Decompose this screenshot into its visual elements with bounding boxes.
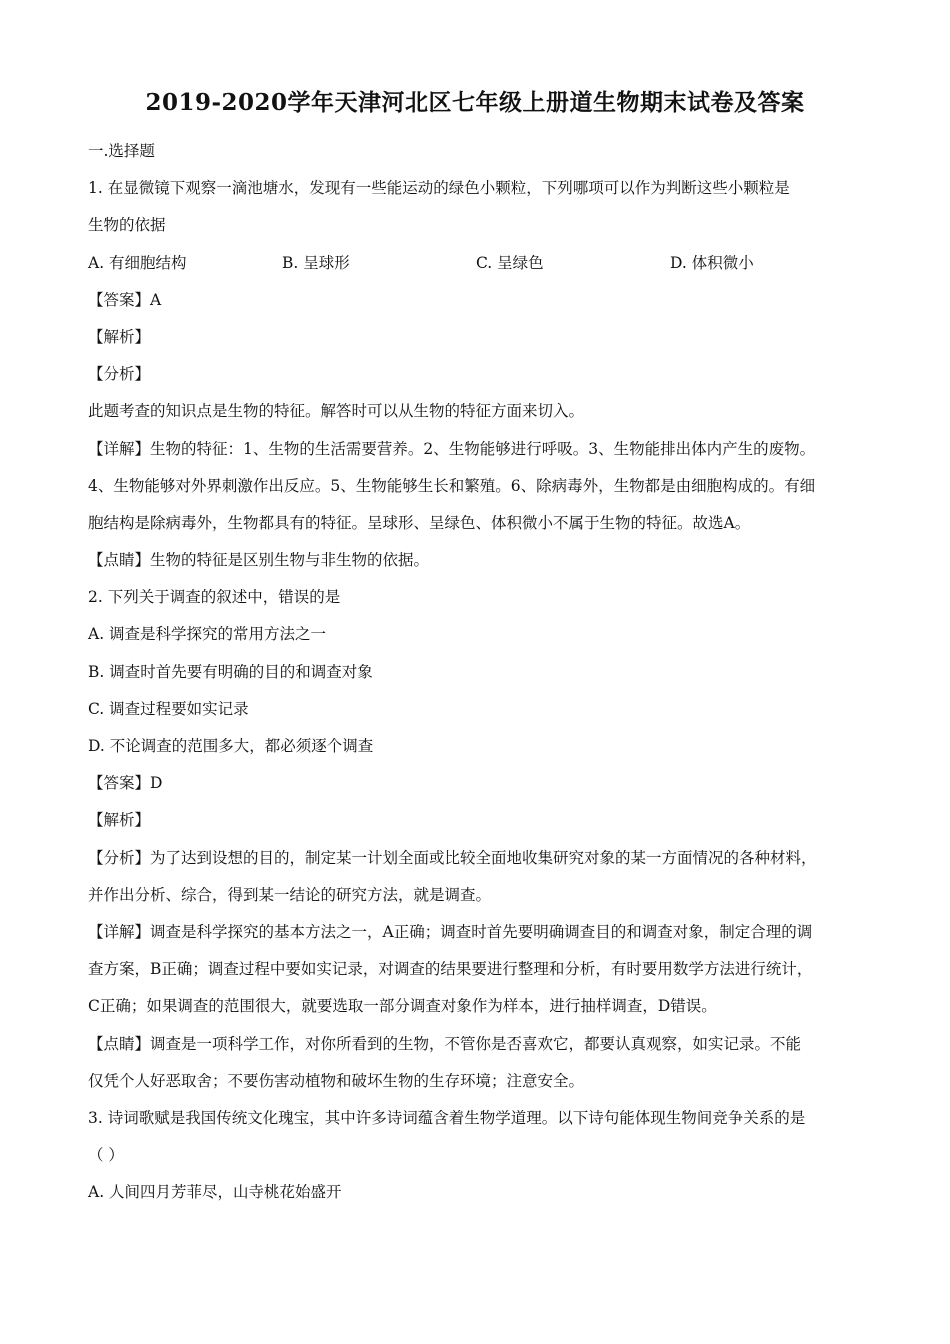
question-2-option-a: A. 调查是科学探究的常用方法之一 [88, 625, 327, 644]
question-2-fenxi-1: 【分析】为了达到设想的目的，制定某一计划全面或比较全面地收集研究对象的某一方面情况的各种材料， [88, 848, 817, 867]
question-1-answer: 【答案】A [88, 290, 162, 309]
question-1-detail-1: 【详解】生物的特征：1、生物的生活需要营养。2、生物能够进行呼吸。3、生物能排出体内产生的废物。 [88, 439, 816, 458]
question-3-blank: （ ） [88, 1146, 124, 1165]
question-2-detail-2: 查方案，B正确；调查过程中要如实记录，对调查的结果要进行整理和分析，有时要用数学方法进行统计， [88, 960, 813, 979]
question-1-analysis-label: 【解析】 [88, 327, 151, 346]
question-1-dianjing: 【点睛】生物的特征是区别生物与非生物的依据。 [88, 551, 430, 570]
question-1-options [88, 245, 866, 282]
question-2-stem: 2. 下列关于调查的叙述中，错误的是 [88, 588, 341, 607]
question-2-answer: 【答案】D [88, 774, 163, 793]
section-heading: 一.选择题 [88, 142, 155, 160]
question-2-option-c: C. 调查过程要如实记录 [88, 699, 249, 718]
question-1-stem-cont: 生物的依据 [88, 216, 166, 235]
question-1-fenxi-label: 【分析】 [88, 365, 151, 384]
question-2-dianjing-1: 【点睛】调查是一项科学工作，对你所看到的生物，不管你是否喜欢它，都要认真观察，如实记录。不能 [88, 1034, 802, 1053]
document-body [88, 133, 866, 1211]
question-3-option-a: A. 人间四月芳菲尽，山寺桃花始盛开 [88, 1183, 342, 1202]
question-2-analysis-label: 【解析】 [88, 811, 151, 830]
question-2-option-b: B. 调查时首先要有明确的目的和调查对象 [88, 662, 373, 681]
question-1-stem: 1. 在显微镜下观察一滴池塘水，发现有一些能运动的绿色小颗粒，下列哪项可以作为判断这些小颗粒是 [88, 179, 790, 198]
question-2-detail-3: C正确；如果调查的范围很大，就要选取一部分调查对象作为样本，进行抽样调查，D错误。 [88, 997, 717, 1016]
question-1-detail-2: 4、生物能够对外界刺激作出反应。5、生物能够生长和繁殖。6、除病毒外，生物都是由细胞构成的。有细 [88, 476, 816, 495]
question-1-fenxi: 此题考查的知识点是生物的特征。解答时可以从生物的特征方面来切入。 [88, 402, 585, 421]
question-1-detail-3: 胞结构是除病毒外，生物都具有的特征。呈球形、呈绿色、体积微小不属于生物的特征。故选A。 [88, 513, 751, 532]
question-2-detail-1: 【详解】调查是科学探究的基本方法之一，A正确；调查时首先要明确调查目的和调查对象，制定合理的调 [88, 922, 813, 941]
document-title: 2019-2020学年天津河北区七年级上册道生物期末试卷及答案 [145, 89, 805, 116]
question-2-option-d: D. 不论调查的范围多大，都必须逐个调查 [88, 737, 374, 755]
option-a: A. 有细胞结构 [88, 253, 187, 272]
option-b: B. 呈球形 [282, 253, 350, 272]
option-d: D. 体积微小 [670, 253, 754, 272]
question-2-fenxi-2: 并作出分析、综合，得到某一结论的研究方法，就是调查。 [88, 885, 492, 904]
option-c: C. 呈绿色 [476, 253, 544, 272]
question-2-dianjing-2: 仅凭个人好恶取舍；不要伤害动植物和破坏生物的生存环境；注意安全。 [88, 1071, 585, 1090]
question-3-stem: 3. 诗词歌赋是我国传统文化瑰宝，其中许多诗词蕴含着生物学道理。以下诗句能体现生物间竞争关系的是 [88, 1108, 806, 1127]
